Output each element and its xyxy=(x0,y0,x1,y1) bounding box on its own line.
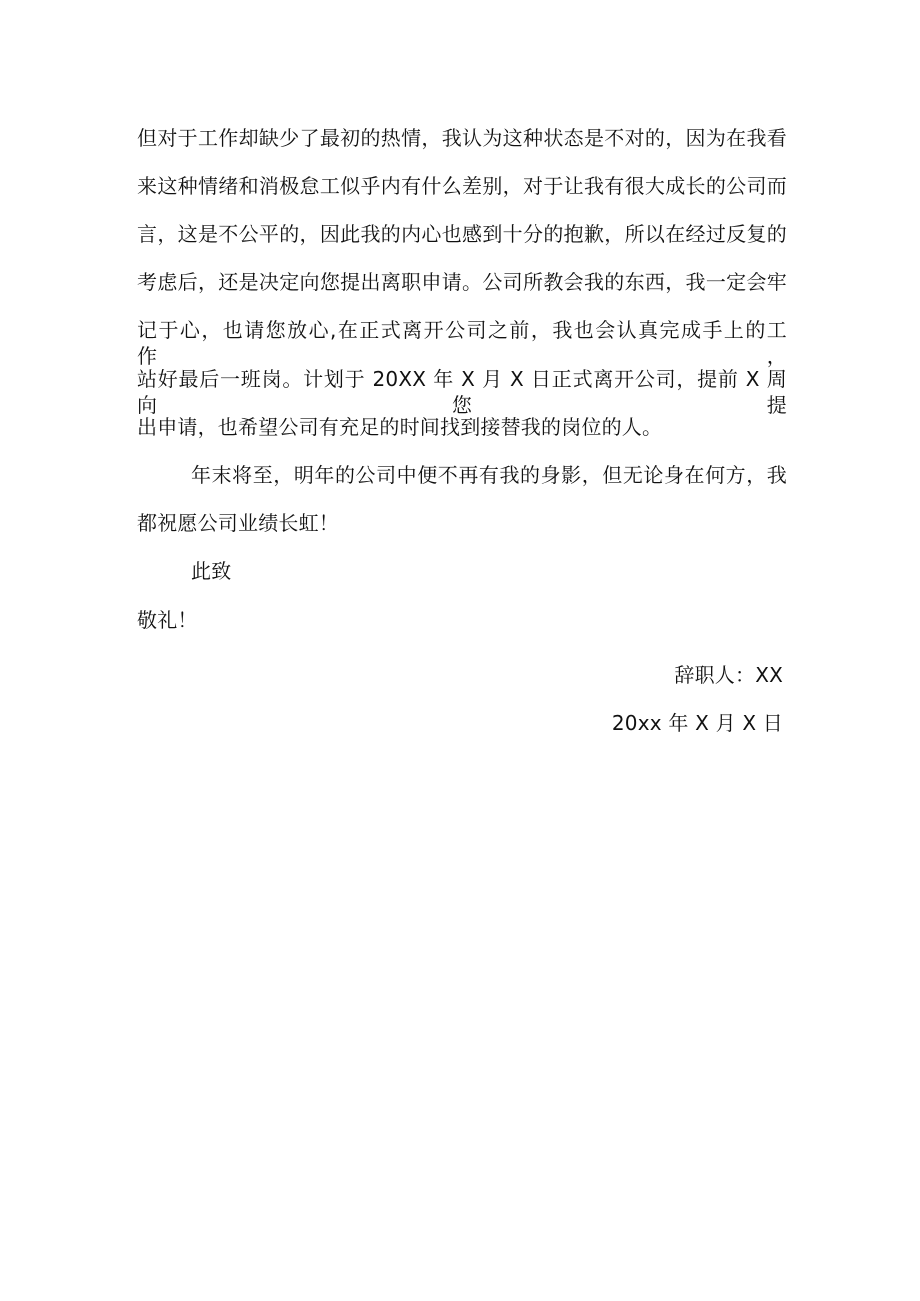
closing-regards: 敬礼！ xyxy=(137,608,198,632)
paragraph-1-line-2: 来这种情绪和消极怠工似乎内有什么差别，对于让我有很大成长的公司而 xyxy=(137,174,787,198)
paragraph-1-line-7: 出申请，也希望公司有充足的时间找到接替我的岗位的人。 xyxy=(137,415,663,439)
paragraph-1-line-5: 记于心，也请您放心,在正式离开公司之前，我也会认真完成手上的工作， xyxy=(137,318,787,368)
paragraph-1-line-1: 但对于工作却缺少了最初的热情，我认为这种状态是不对的，因为在我看 xyxy=(137,126,787,150)
paragraph-1-line-4: 考虑后，还是决定向您提出离职申请。公司所教会我的东西，我一定会牢 xyxy=(137,270,787,294)
paragraph-2-line-2: 都祝愿公司业绩长虹！ xyxy=(137,511,339,535)
closing-salutation: 此致 xyxy=(191,559,232,583)
paragraph-1-line-3: 言，这是不公平的，因此我的内心也感到十分的抱歉，所以在经过反复的 xyxy=(137,222,787,246)
paragraph-2-line-1: 年末将至，明年的公司中便不再有我的身影，但无论身在何方，我 xyxy=(191,463,787,487)
paragraph-1-line-6: 站好最后一班岗。计划于 20XX 年 X 月 X 日正式离开公司，提前 X 周向您提 xyxy=(137,367,787,417)
signature-date: 20xx 年 X 月 X 日 xyxy=(611,711,783,735)
signature: 辞职人：XX xyxy=(674,663,783,687)
